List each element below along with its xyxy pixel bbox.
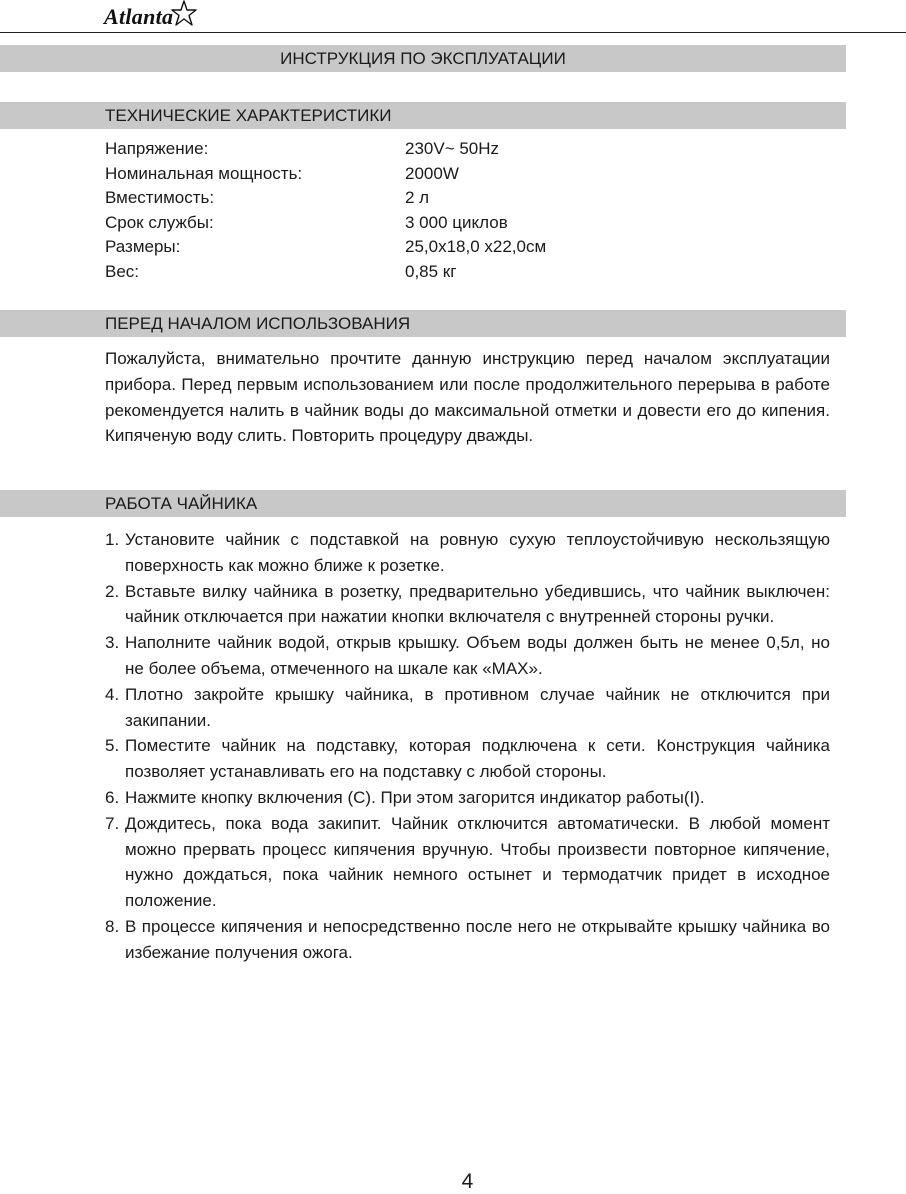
list-item (105, 811, 830, 914)
header-rule (0, 32, 906, 33)
spec-value: 2 л (405, 188, 430, 208)
list-item (105, 630, 830, 682)
spec-label: Вместимость: (105, 188, 215, 208)
spec-label: Вес: (105, 261, 140, 281)
step-number: 7. (105, 813, 120, 833)
list-item (105, 682, 830, 734)
step-number: 6. (105, 787, 120, 807)
step-text: Наполните чайник водой, открыв крышку. Объем воды должен быть не менее 0,5л, но не более объема, отмеченного на шкале как «MAX». (125, 633, 830, 678)
operation-heading: РАБОТА ЧАЙНИКА (0, 490, 846, 517)
page-number: 4 (461, 1170, 474, 1193)
spec-label: Размеры: (105, 237, 181, 257)
step-text: Поместите чайник на подставку, которая подключена к сети. Конструкция чайника позволяет устанавливать его на подставку с любой стороны. (125, 736, 830, 782)
step-text: Вставьте вилку чайника в розетку, предварительно убедившись, что чайник выключен: чайник отключается при нажатии кнопки включателя с внутренней стороны ручки. (125, 581, 830, 627)
document-title: ИНСТРУКЦИЯ ПО ЭКСПЛУАТАЦИИ (0, 45, 846, 72)
spec-row (105, 211, 846, 236)
operation-steps (105, 527, 830, 966)
spec-row (105, 162, 846, 187)
list-item (105, 785, 830, 811)
step-text: В процессе кипячения и непосредственно после него не открывайте крышку чайника во избежание получения ожога. (125, 916, 830, 962)
step-number: 1. (105, 530, 120, 549)
step-text: Нажмите кнопку включения (С). При этом загорится индикатор работы(I). (125, 787, 705, 807)
spec-label: Номинальная мощность: (105, 163, 303, 183)
list-item (105, 733, 830, 785)
before-use-paragraph: Пожалуйста, внимательно прочтите данную инструкцию перед началом эксплуатации прибора. Перед первым использованием или после продолжительного перерыва в работе рекомендуется налить в чайник воды до максимальной отметки и довести его до кипения. Кипяченую воду слить. Повторить процедуру дважды. (105, 349, 830, 446)
before-use-heading: ПЕРЕД НАЧАЛОМ ИСПОЛЬЗОВАНИЯ (0, 310, 846, 337)
step-number: 3. (105, 633, 120, 653)
logo-text: Atlanta (104, 4, 174, 29)
step-number: 4. (105, 684, 120, 704)
spec-row (105, 186, 846, 211)
step-number: 8. (105, 916, 120, 936)
list-item (105, 579, 830, 631)
specs-heading: ТЕХНИЧЕСКИЕ ХАРАКТЕРИСТИКИ (0, 102, 846, 129)
list-item (105, 527, 830, 579)
spec-row (105, 137, 846, 162)
step-number: 2. (105, 581, 120, 601)
spec-value: 2000W (405, 163, 459, 183)
star-icon (171, 0, 197, 26)
step-text: Установите чайник с подставкой на ровную сухую теплоустойчивую нескользящую поверхность как можно ближе к розетке. (125, 530, 830, 575)
specs-table (105, 137, 846, 285)
brand-logo (104, 2, 197, 32)
spec-label: Напряжение: (105, 139, 209, 158)
list-item (105, 914, 830, 966)
step-text: Дождитесь, пока вода закипит. Чайник отключится автоматически. В любой момент можно прервать процесс кипячения вручную. Чтобы произвести повторное кипячение, нужно дождаться, пока чайник немного остынет и термодатчик придет в исходное положение. (125, 813, 830, 911)
spec-row (105, 260, 846, 285)
spec-value: 25,0х18,0 х22,0см (405, 237, 547, 257)
spec-value: 3 000 циклов (405, 212, 508, 232)
spec-value: 230V~ 50Hz (405, 139, 500, 158)
spec-row (105, 235, 846, 260)
spec-label: Срок службы: (105, 212, 214, 232)
step-text: Плотно закройте крышку чайника, в противном случае чайник не отключится при закипании. (125, 684, 830, 730)
step-number: 5. (105, 736, 120, 756)
spec-value: 0,85 кг (405, 261, 457, 281)
